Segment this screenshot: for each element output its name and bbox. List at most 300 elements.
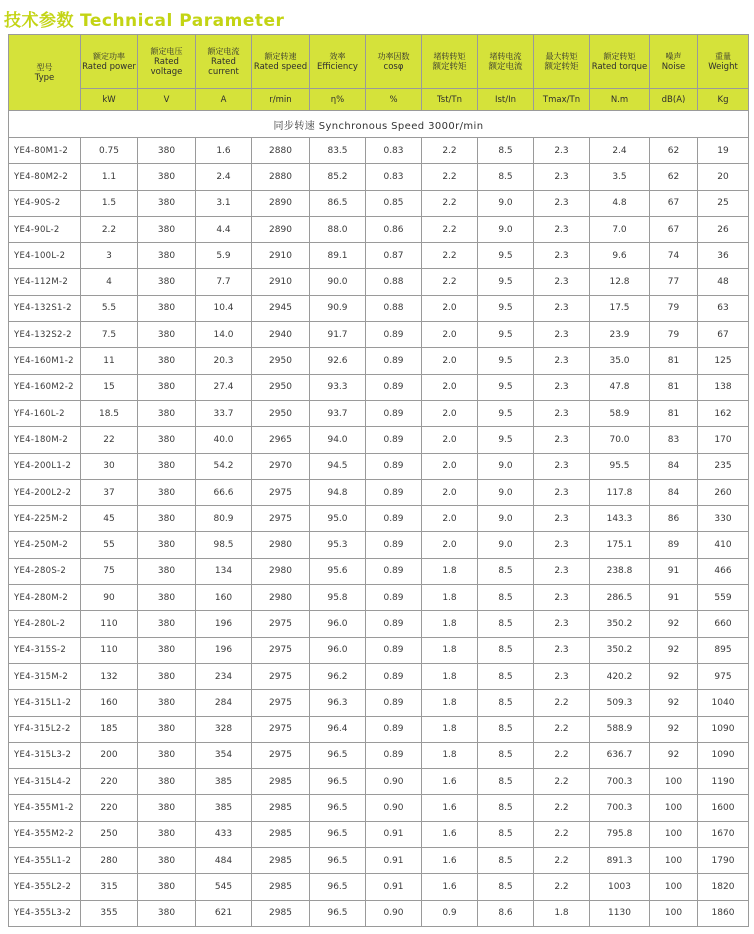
header-cell [534,35,590,89]
value-cell: 3.1 [196,190,252,216]
value-cell: 2975 [252,506,310,532]
type-cell: YE4-200L1-2 [9,453,81,479]
value-cell: 2.3 [534,611,590,637]
value-cell: 895 [698,637,749,663]
value-cell: 90.0 [310,269,366,295]
value-cell: 9.0 [478,479,534,505]
value-cell: 20 [698,164,749,190]
value-cell: 100 [650,795,698,821]
value-cell: 8.5 [478,585,534,611]
value-cell: 23.9 [590,322,650,348]
unit-cell: % [366,89,422,111]
value-cell: 9.0 [478,506,534,532]
value-cell: 2.0 [422,427,478,453]
value-cell: 0.85 [366,190,422,216]
value-cell: 92 [650,690,698,716]
type-cell: YE4-90S-2 [9,190,81,216]
value-cell: 96.0 [310,611,366,637]
value-cell: 0.89 [366,663,422,689]
value-cell: 96.0 [310,637,366,663]
value-cell: 2.3 [534,138,590,164]
table-row [9,427,749,453]
value-cell: 9.5 [478,348,534,374]
value-cell: 466 [698,558,749,584]
type-cell: YE4-132S2-2 [9,322,81,348]
unit-cell: dB(A) [650,89,698,111]
value-cell: 328 [196,716,252,742]
value-cell: 1860 [698,900,749,926]
value-cell: 95.0 [310,506,366,532]
value-cell: 63 [698,295,749,321]
header-cell [650,35,698,89]
table-row [9,769,749,795]
value-cell: 47.8 [590,374,650,400]
header-en-label: Rated voltage [150,56,183,77]
header-cn-label: 堵转转矩 [433,51,466,61]
value-cell: 93.3 [310,374,366,400]
value-cell: 2.3 [534,506,590,532]
value-cell: 2.2 [81,216,138,242]
value-cell: 2945 [252,295,310,321]
value-cell: 2980 [252,585,310,611]
value-cell: 8.5 [478,663,534,689]
type-cell: YE4-80M1-2 [9,138,81,164]
header-cn-label: 效率 [329,51,346,61]
value-cell: 162 [698,400,749,426]
value-cell: 380 [138,427,196,453]
value-cell: 0.91 [366,848,422,874]
header-cell [366,35,422,89]
value-cell: 2.2 [422,164,478,190]
value-cell: 410 [698,532,749,558]
value-cell: 92.6 [310,348,366,374]
value-cell: 1.8 [422,637,478,663]
value-cell: 380 [138,848,196,874]
value-cell: 1.1 [81,164,138,190]
value-cell: 0.75 [81,138,138,164]
header-en-label: Noise [661,61,686,72]
value-cell: 0.91 [366,874,422,900]
value-cell: 96.2 [310,663,366,689]
value-cell: 2880 [252,138,310,164]
value-cell: 380 [138,164,196,190]
value-cell: 89 [650,532,698,558]
title-en: Technical Parameter [80,11,285,31]
value-cell: 54.2 [196,453,252,479]
table-row [9,269,749,295]
type-cell: YE4-112M-2 [9,269,81,295]
value-cell: 2.3 [534,164,590,190]
value-cell: 67 [650,190,698,216]
header-en-label: 额定转矩 [544,61,579,72]
value-cell: 2.3 [534,374,590,400]
unit-cell: Tmax/Tn [534,89,590,111]
value-cell: 2.3 [534,216,590,242]
type-cell: YE4-180M-2 [9,427,81,453]
value-cell: 1.8 [422,663,478,689]
value-cell: 250 [81,821,138,847]
value-cell: 420.2 [590,663,650,689]
value-cell: 1190 [698,769,749,795]
value-cell: 15 [81,374,138,400]
value-cell: 380 [138,821,196,847]
type-cell: YE4-200L2-2 [9,479,81,505]
value-cell: 8.5 [478,874,534,900]
value-cell: 2.0 [422,506,478,532]
section-label: 同步转速 Synchronous Speed 3000r/min [9,111,749,138]
value-cell: 2.2 [534,848,590,874]
value-cell: 0.89 [366,690,422,716]
value-cell: 95.3 [310,532,366,558]
value-cell: 2975 [252,690,310,716]
value-cell: 2.3 [534,322,590,348]
value-cell: 2.2 [534,874,590,900]
value-cell: 0.89 [366,585,422,611]
value-cell: 1.6 [422,874,478,900]
value-cell: 0.9 [422,900,478,926]
value-cell: 9.0 [478,190,534,216]
value-cell: 621 [196,900,252,926]
unit-cell: Ist/In [478,89,534,111]
value-cell: 2.0 [422,479,478,505]
header-en-label: 额定转矩 [432,61,467,72]
value-cell: 0.89 [366,453,422,479]
value-cell: 74 [650,243,698,269]
value-cell: 0.87 [366,243,422,269]
value-cell: 2.2 [534,769,590,795]
value-cell: 3.5 [590,164,650,190]
type-cell: YE4-315S-2 [9,637,81,663]
value-cell: 380 [138,269,196,295]
value-cell: 96.5 [310,742,366,768]
value-cell: 315 [81,874,138,900]
value-cell: 2.3 [534,637,590,663]
header-en-label: Rated current [208,56,239,77]
table-row [9,453,749,479]
value-cell: 110 [81,611,138,637]
value-cell: 975 [698,663,749,689]
value-cell: 83 [650,427,698,453]
value-cell: 2.0 [422,348,478,374]
table-body [9,111,749,927]
value-cell: 235 [698,453,749,479]
value-cell: 75 [81,558,138,584]
value-cell: 132 [81,663,138,689]
value-cell: 0.89 [366,506,422,532]
value-cell: 81 [650,400,698,426]
value-cell: 100 [650,821,698,847]
value-cell: 1.8 [422,742,478,768]
value-cell: 2975 [252,637,310,663]
value-cell: 380 [138,374,196,400]
value-cell: 588.9 [590,716,650,742]
value-cell: 7.0 [590,216,650,242]
value-cell: 84 [650,453,698,479]
header-en-label: Type [34,72,55,83]
value-cell: 2950 [252,348,310,374]
value-cell: 9.5 [478,322,534,348]
value-cell: 25 [698,190,749,216]
value-cell: 891.3 [590,848,650,874]
value-cell: 0.91 [366,821,422,847]
value-cell: 380 [138,637,196,663]
value-cell: 2.3 [534,243,590,269]
table-row [9,479,749,505]
value-cell: 0.89 [366,742,422,768]
value-cell: 1090 [698,716,749,742]
value-cell: 33.7 [196,400,252,426]
value-cell: 20.3 [196,348,252,374]
value-cell: 91 [650,585,698,611]
value-cell: 1003 [590,874,650,900]
value-cell: 85.2 [310,164,366,190]
header-cn-label: 堵转电流 [489,51,522,61]
value-cell: 380 [138,400,196,426]
table-row [9,637,749,663]
value-cell: 380 [138,532,196,558]
value-cell: 380 [138,690,196,716]
header-cn-label: 额定功率 [93,51,125,61]
value-cell: 96.5 [310,769,366,795]
value-cell: 2910 [252,243,310,269]
value-cell: 91.7 [310,322,366,348]
header-en-label: Rated torque [591,61,648,72]
value-cell: 2.3 [534,585,590,611]
value-cell: 2975 [252,611,310,637]
value-cell: 17.5 [590,295,650,321]
value-cell: 2.2 [534,690,590,716]
value-cell: 160 [81,690,138,716]
value-cell: 0.83 [366,164,422,190]
header-en-label: Rated power [82,61,136,72]
table-row [9,400,749,426]
value-cell: 2.0 [422,453,478,479]
value-cell: 48 [698,269,749,295]
value-cell: 380 [138,611,196,637]
type-cell: YE4-315M-2 [9,663,81,689]
value-cell: 80.9 [196,506,252,532]
type-cell: YE4-355L2-2 [9,874,81,900]
unit-cell: Kg [698,89,749,111]
table-row [9,611,749,637]
value-cell: 2910 [252,269,310,295]
value-cell: 380 [138,322,196,348]
value-cell: 79 [650,322,698,348]
value-cell: 89.1 [310,243,366,269]
table-row [9,295,749,321]
value-cell: 90.9 [310,295,366,321]
value-cell: 636.7 [590,742,650,768]
type-cell: YE4-225M-2 [9,506,81,532]
value-cell: 2.2 [422,269,478,295]
value-cell: 0.89 [366,611,422,637]
value-cell: 509.3 [590,690,650,716]
table-row [9,374,749,400]
value-cell: 8.5 [478,558,534,584]
value-cell: 9.5 [478,243,534,269]
value-cell: 2.3 [534,453,590,479]
value-cell: 380 [138,769,196,795]
unit-cell: V [138,89,196,111]
value-cell: 234 [196,663,252,689]
value-cell: 170 [698,427,749,453]
value-cell: 2.2 [422,216,478,242]
header-cn-label: 额定转矩 [603,51,636,61]
value-cell: 1130 [590,900,650,926]
value-cell: 2950 [252,374,310,400]
value-cell: 2890 [252,216,310,242]
value-cell: 1.6 [422,769,478,795]
table-row [9,742,749,768]
value-cell: 40.0 [196,427,252,453]
header-cell [138,35,196,89]
value-cell: 2985 [252,874,310,900]
unit-row [9,89,749,111]
value-cell: 350.2 [590,611,650,637]
value-cell: 380 [138,479,196,505]
value-cell: 2950 [252,400,310,426]
unit-cell: A [196,89,252,111]
value-cell: 2.3 [534,532,590,558]
value-cell: 160 [196,585,252,611]
header-cn-label: 额定转速 [264,51,297,61]
value-cell: 660 [698,611,749,637]
type-cell: YE4-100L-2 [9,243,81,269]
value-cell: 90 [81,585,138,611]
value-cell: 0.88 [366,295,422,321]
value-cell: 7.7 [196,269,252,295]
value-cell: 9.5 [478,269,534,295]
value-cell: 100 [650,874,698,900]
value-cell: 1.8 [534,900,590,926]
value-cell: 8.5 [478,742,534,768]
value-cell: 2965 [252,427,310,453]
value-cell: 0.86 [366,216,422,242]
header-cn-label: 额定电压 [150,46,183,56]
value-cell: 37 [81,479,138,505]
table-row [9,216,749,242]
value-cell: 67 [698,322,749,348]
table-row [9,243,749,269]
header-en-label: 额定电流 [488,61,523,72]
value-cell: 1.6 [422,795,478,821]
value-cell: 92 [650,716,698,742]
table-row [9,506,749,532]
value-cell: 8.5 [478,769,534,795]
value-cell: 380 [138,506,196,532]
value-cell: 700.3 [590,795,650,821]
value-cell: 36 [698,243,749,269]
value-cell: 380 [138,742,196,768]
value-cell: 2980 [252,558,310,584]
section-row [9,111,749,138]
header-cell [9,35,81,111]
value-cell: 355 [81,900,138,926]
value-cell: 5.5 [81,295,138,321]
value-cell: 67 [650,216,698,242]
value-cell: 35.0 [590,348,650,374]
value-cell: 27.4 [196,374,252,400]
value-cell: 200 [81,742,138,768]
value-cell: 0.89 [366,716,422,742]
header-en-label: cosφ [383,61,404,72]
type-cell: YE4-315L1-2 [9,690,81,716]
value-cell: 134 [196,558,252,584]
value-cell: 220 [81,795,138,821]
value-cell: 2.3 [534,190,590,216]
header-en-label: Weight [708,61,738,72]
value-cell: 2.2 [534,821,590,847]
value-cell: 1790 [698,848,749,874]
header-en-label: Efficiency [317,61,358,72]
value-cell: 2.2 [534,716,590,742]
unit-cell: Tst/Tn [422,89,478,111]
unit-cell: N.m [590,89,650,111]
header-cn-label: 最大转矩 [545,51,578,61]
value-cell: 8.5 [478,611,534,637]
value-cell: 1.5 [81,190,138,216]
value-cell: 0.90 [366,795,422,821]
value-cell: 110 [81,637,138,663]
value-cell: 3 [81,243,138,269]
value-cell: 350.2 [590,637,650,663]
value-cell: 18.5 [81,400,138,426]
value-cell: 8.5 [478,138,534,164]
value-cell: 96.5 [310,900,366,926]
value-cell: 79 [650,295,698,321]
value-cell: 1.6 [422,848,478,874]
value-cell: 0.89 [366,558,422,584]
value-cell: 0.90 [366,769,422,795]
value-cell: 10.4 [196,295,252,321]
value-cell: 2.2 [422,243,478,269]
value-cell: 2.4 [590,138,650,164]
header-cell [252,35,310,89]
value-cell: 2985 [252,848,310,874]
value-cell: 2985 [252,900,310,926]
value-cell: 0.89 [366,374,422,400]
table-row [9,532,749,558]
value-cell: 286.5 [590,585,650,611]
value-cell: 484 [196,848,252,874]
value-cell: 330 [698,506,749,532]
header-cn-label: 噪声 [665,51,682,61]
value-cell: 700.3 [590,769,650,795]
type-cell: YE4-280L-2 [9,611,81,637]
type-cell: YE4-355M1-2 [9,795,81,821]
header-cn-label: 额定电流 [207,46,240,56]
technical-parameter-table [8,34,749,927]
value-cell: 84 [650,479,698,505]
value-cell: 94.0 [310,427,366,453]
table-row [9,716,749,742]
type-cell: YE4-90L-2 [9,216,81,242]
value-cell: 0.89 [366,427,422,453]
value-cell: 30 [81,453,138,479]
table-row [9,848,749,874]
value-cell: 380 [138,716,196,742]
value-cell: 138 [698,374,749,400]
value-cell: 280 [81,848,138,874]
value-cell: 380 [138,295,196,321]
value-cell: 385 [196,769,252,795]
value-cell: 86 [650,506,698,532]
value-cell: 2975 [252,742,310,768]
value-cell: 9.5 [478,295,534,321]
value-cell: 2975 [252,716,310,742]
value-cell: 8.5 [478,716,534,742]
value-cell: 1.8 [422,585,478,611]
